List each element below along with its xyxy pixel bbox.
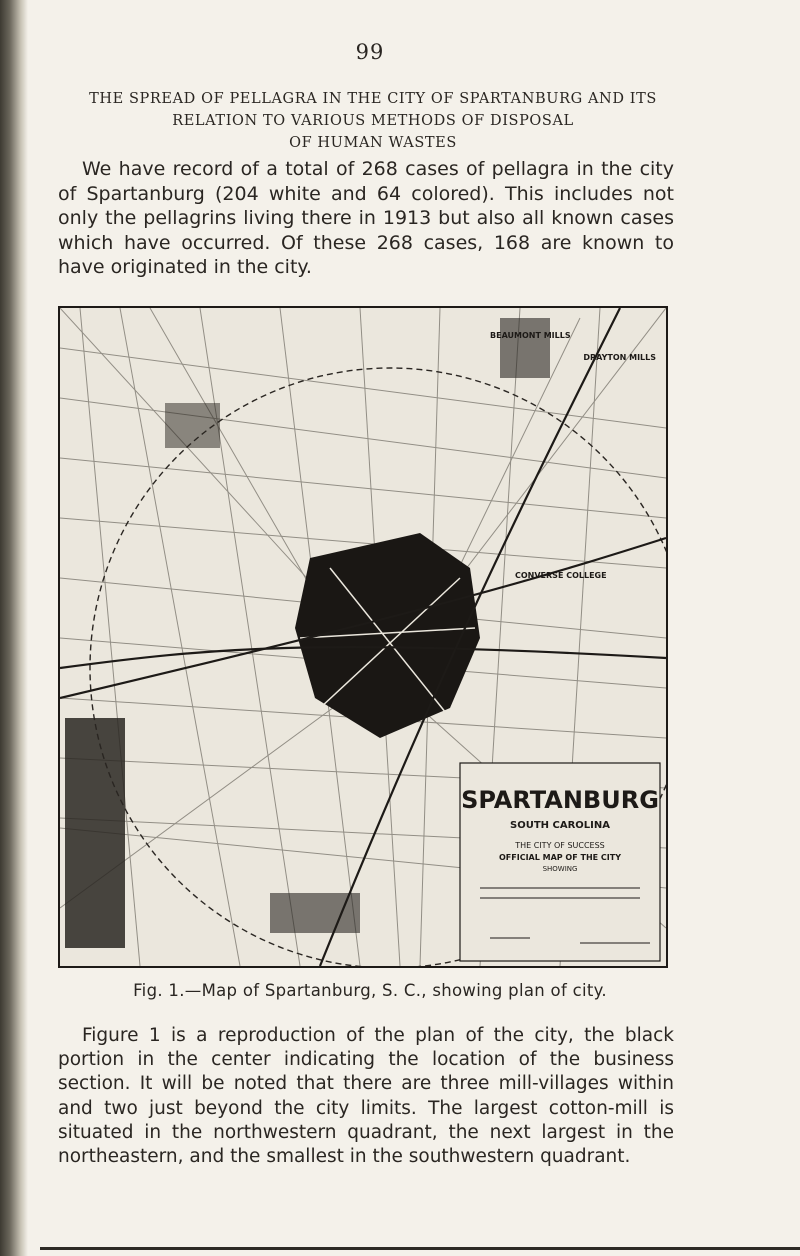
map-label-beaumont-mills: BEAUMONT MILLS (490, 331, 571, 340)
map-state: SOUTH CAROLINA (510, 820, 610, 831)
heading-line: RELATION TO VARIOUS METHODS OF DISPOSAL (172, 113, 574, 129)
map-label-converse-college: CONVERSE COLLEGE (515, 571, 607, 580)
bottom-rule (40, 1247, 800, 1250)
binding-edge (0, 0, 28, 1256)
body-paragraph: Figure 1 is a reproduction of the plan of the city, the black portion in the center indicating the location of the business section. It will be noted that there are three mill-villages within and two just beyond the city limits. The largest cotton-mill is situated in the northwestern quadrant, the next largest in the northeastern, and the smallest in the southwestern quadrant. (58, 1025, 674, 1168)
city-map-drawing (60, 308, 666, 966)
page-number: 99 (355, 40, 385, 64)
section-heading (58, 88, 688, 154)
city-map-figure (58, 306, 668, 968)
map-subtitle-1: THE CITY OF SUCCESS (515, 841, 605, 850)
map-subtitle-2: OFFICIAL MAP OF THE CITY (499, 853, 621, 862)
figure-caption: Fig. 1.—Map of Spartanburg, S. C., showing plan of city. (133, 981, 607, 1000)
heading-line: OF HUMAN WASTES (289, 135, 457, 151)
map-title: SPARTANBURG (461, 786, 659, 814)
intro-paragraph: We have record of a total of 268 cases of pellagra in the city of Spartanburg (204 white and 64 colored). This includes not only the pellagrins living there in 1913 but also all known cases which have occurred. Of these 268 cases, 168 are known to have originated in the city. (58, 158, 674, 278)
heading-line: THE SPREAD OF PELLAGRA IN THE CITY OF SPARTANBURG AND ITS (89, 91, 657, 107)
map-subtitle-3: SHOWING (542, 865, 578, 873)
map-label-drayton-mills: DRAYTON MILLS (583, 353, 656, 362)
